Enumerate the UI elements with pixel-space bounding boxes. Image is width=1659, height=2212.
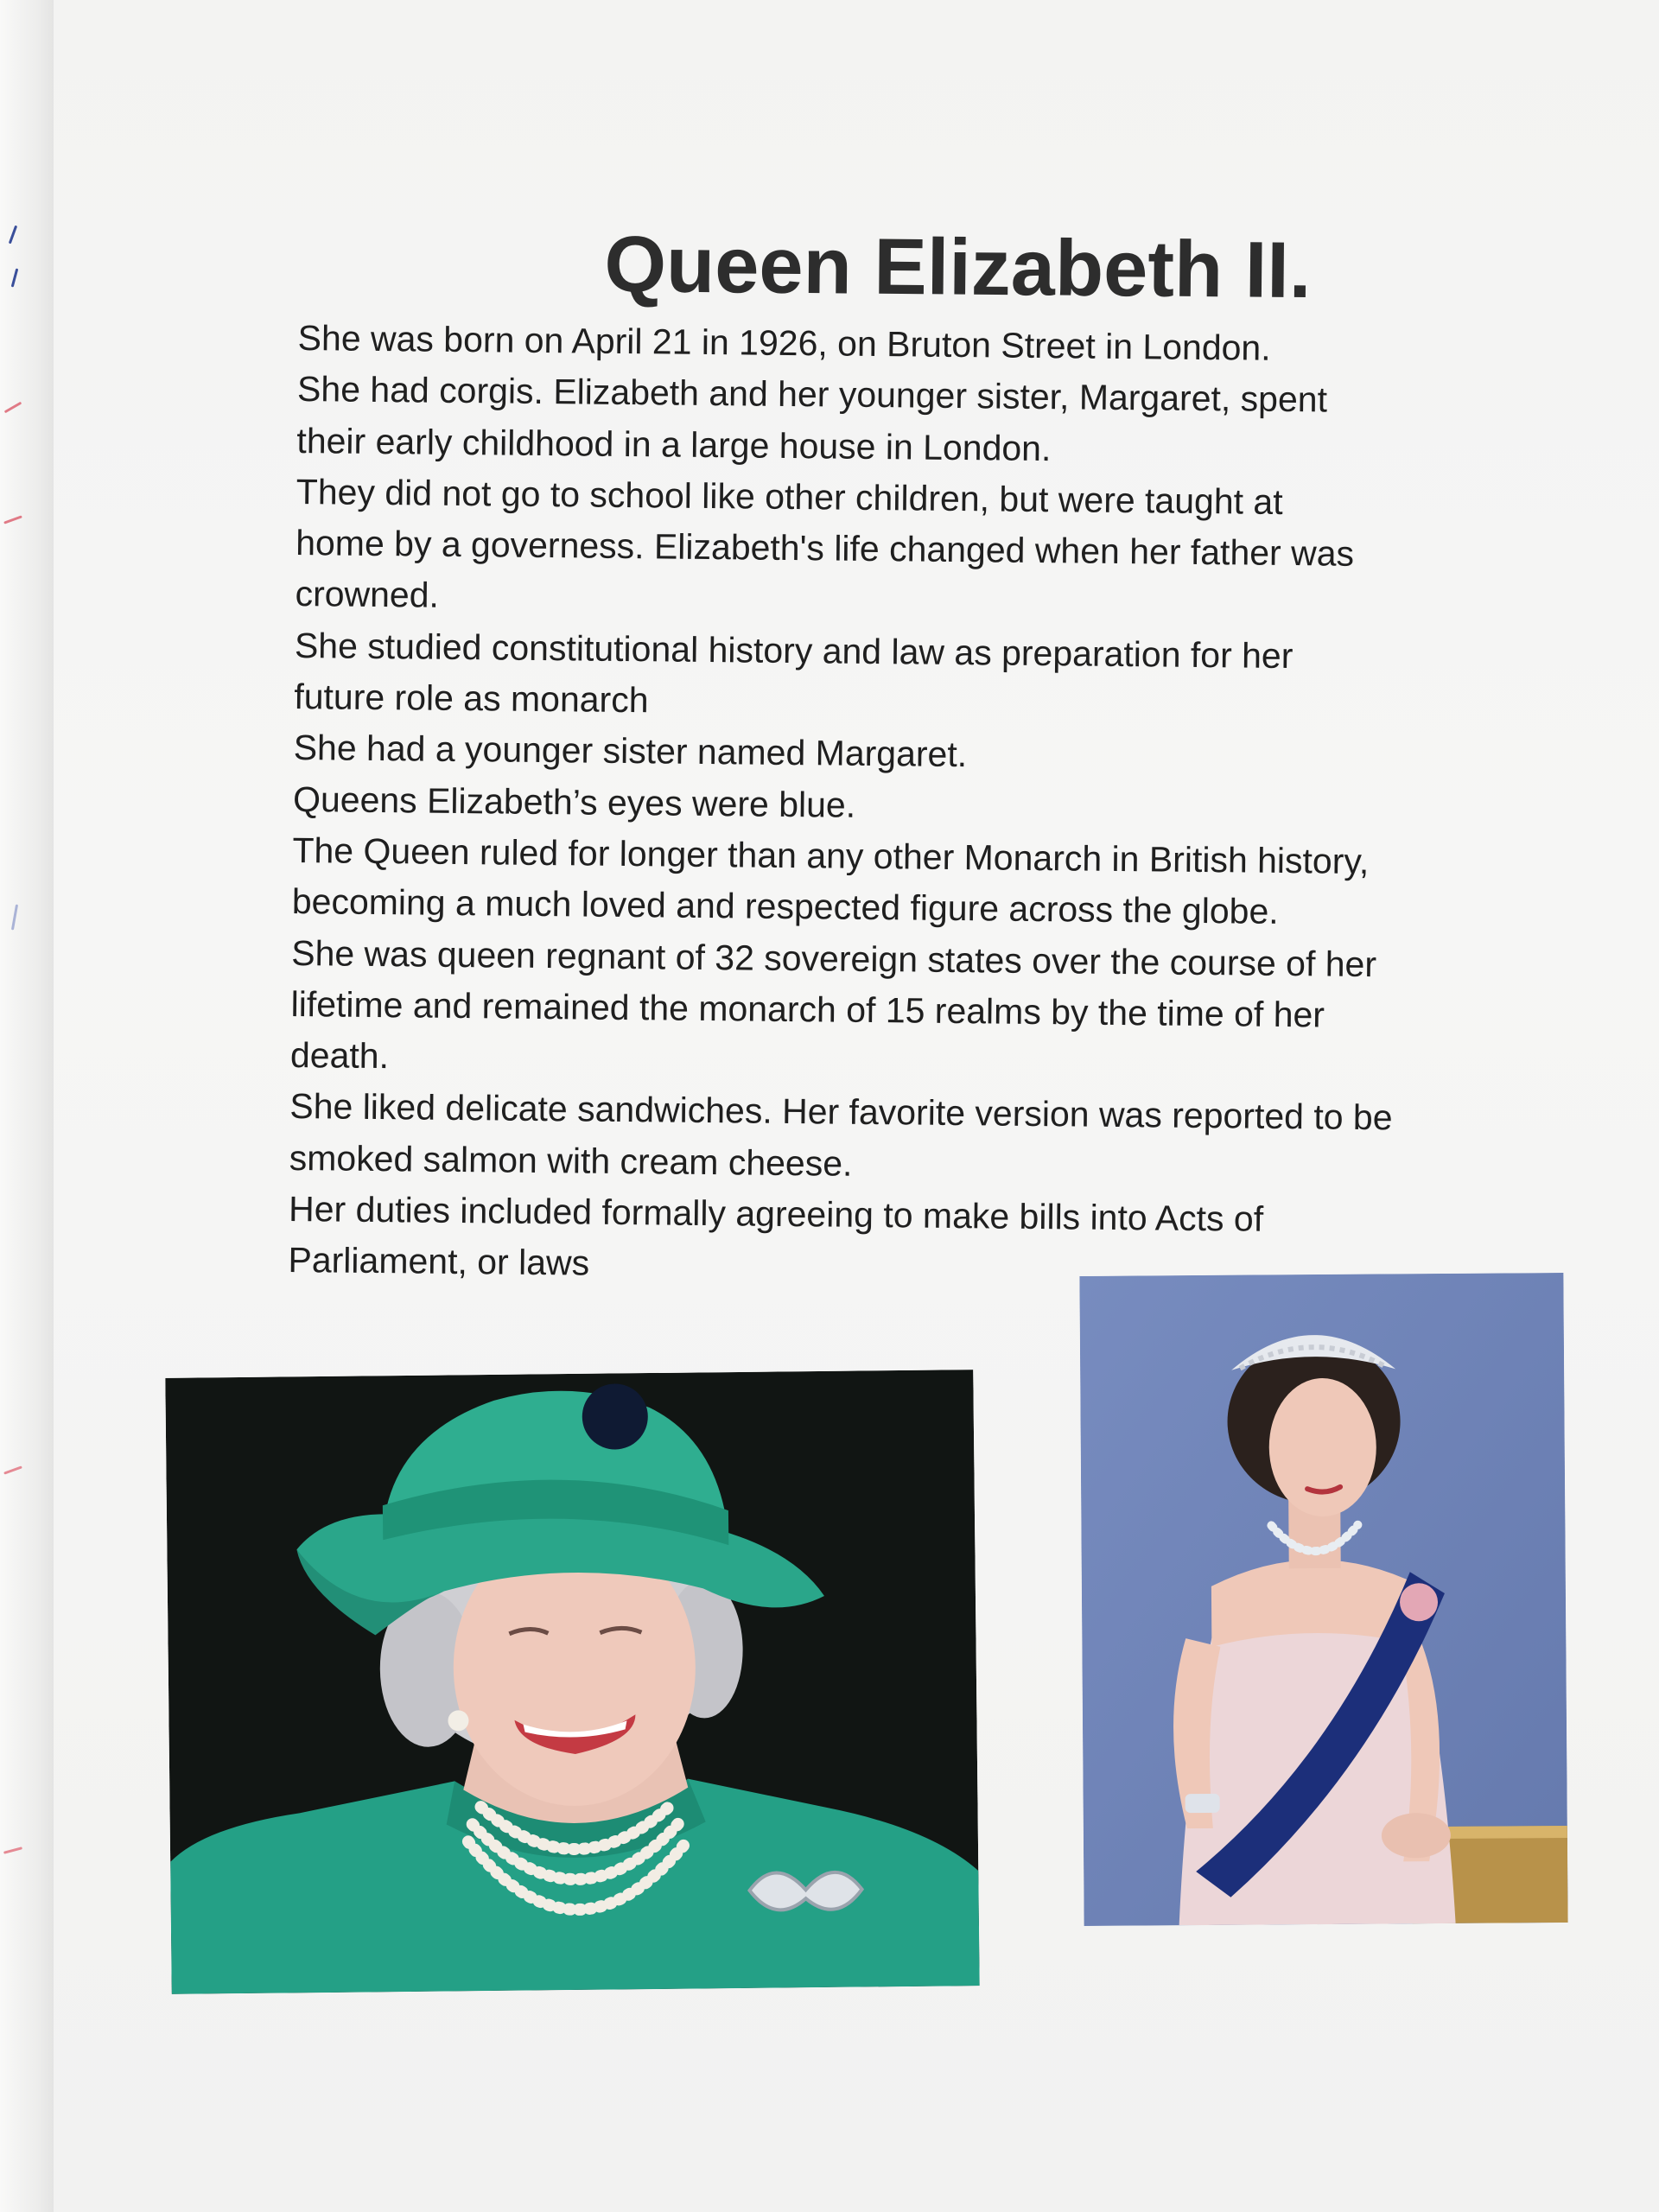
text-line: The Queen ruled for longer than any other Monarch in British history, xyxy=(292,830,1370,881)
page-title: Queen Elizabeth II. xyxy=(604,219,1312,315)
text-line: death. xyxy=(289,1035,390,1077)
ink-mark xyxy=(4,402,22,414)
queen-young-tiara-portrait xyxy=(1079,1273,1567,1926)
fact-list xyxy=(288,313,1525,1299)
text-line: She liked delicate sandwiches. Her favorite version was reported to be xyxy=(289,1086,1393,1138)
text-line: Parliament, or laws xyxy=(288,1240,590,1283)
text-line: They did not go to school like other children, but were taught at xyxy=(296,471,1283,522)
text-line: crowned. xyxy=(295,574,440,616)
text-line: She was queen regnant of 32 sovereign states over the course of her xyxy=(291,932,1377,984)
text-line: She had corgis. Elizabeth and her younger sister, Margaret, spent xyxy=(296,369,1328,420)
photo-icon xyxy=(1079,1273,1567,1926)
binder-edge xyxy=(0,0,54,2212)
ink-mark xyxy=(9,226,17,245)
text-line: future role as monarch xyxy=(294,677,649,721)
ink-mark xyxy=(3,1465,22,1474)
text-line: their early childhood in a large house in London. xyxy=(296,420,1052,468)
ink-mark xyxy=(3,1847,22,1854)
text-line: smoked salmon with cream cheese. xyxy=(289,1137,853,1184)
text-line: lifetime and remained the monarch of 15 realms by the time of her xyxy=(290,983,1325,1035)
ink-mark xyxy=(11,904,18,930)
text-line: becoming a much loved and respected figure across the globe. xyxy=(291,881,1279,932)
text-line: Queens Elizabeth’s eyes were blue. xyxy=(292,779,856,825)
queen-elderly-green-hat-photo xyxy=(165,1370,979,1994)
text-line: Her duties included formally agreeing to make bills into Acts of xyxy=(288,1188,1264,1239)
text-line: She studied constitutional history and law as preparation for her xyxy=(294,625,1294,676)
ink-mark xyxy=(11,268,19,287)
photo-icon xyxy=(165,1370,979,1994)
text-line: home by a governess. Elizabeth's life changed when her father was xyxy=(295,523,1355,574)
text-line: She was born on April 21 in 1926, on Bruton Street in London. xyxy=(297,317,1271,368)
ink-mark xyxy=(3,515,22,524)
text-line: She had a younger sister named Margaret. xyxy=(293,728,968,775)
